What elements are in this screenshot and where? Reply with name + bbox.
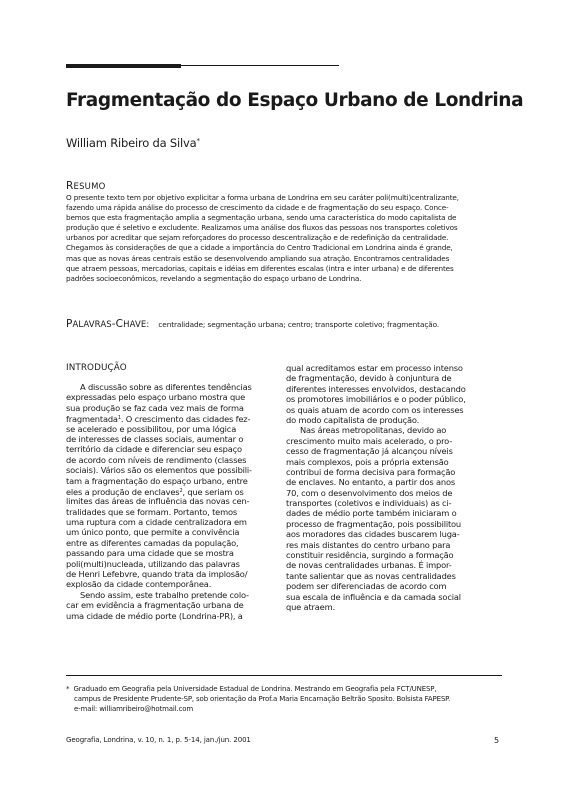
abstract-line: padrões socioeconômicos, revelando a segmentação do espaço urbano de Londrina. [66, 273, 362, 283]
body-line: de Henri Lefebvre, quando trata da implosão/ [66, 569, 248, 580]
body-line: podem ser diferenciadas de acordo com [286, 581, 447, 592]
body-line: fragmentada$^1$. O crescimento das cidades fez- [66, 414, 251, 425]
body-line: Sendo assim, este trabalho pretende colo- [80, 589, 249, 600]
footnote-marker: * [66, 685, 70, 693]
abstract-heading: RESUMO [66, 180, 106, 192]
abstract-line: O presente texto tem por objetivo explicitar a forma urbana de Londrina em seu caráter poli(multi)centralizante, [66, 193, 459, 202]
body-line: cesso de fragmentação já alcançou níveis [286, 446, 453, 457]
body-line: de acordo com níveis de rendimento (classes [66, 454, 247, 465]
header-rule-thick [66, 64, 181, 68]
footnote-line: Graduado em Geografia pela Universidade Estadual de Londrina. Mestrando em Geografia pela FCT/UNESP, [73, 685, 437, 693]
body-line: contribui de forma decisiva para formação [286, 466, 456, 477]
body-line: se acelerado e possibilitou, por uma lógica [66, 423, 237, 434]
body-line: uma ruptura com a cidade centralizadora em [66, 517, 247, 528]
body-line: A discussão sobre as diferentes tendências [80, 382, 252, 392]
body-line: poli(multi)nucleada, utilizando das palavras [66, 558, 240, 569]
body-line: tralidades que se formam. Portanto, temos [66, 506, 238, 517]
body-line: tam a fragmentação do espaço urbano, entre [66, 475, 248, 486]
section-heading: INTRODUÇÃO [66, 363, 127, 373]
page-number: 5 [494, 736, 500, 745]
body-line: diferentes interesses envolvidos, destacando [286, 383, 466, 394]
abstract-line: que atraem pessoas, mercadorias, capitais e idéias em diferentes escalas (intra e inter urbana) e de diferentes [66, 263, 454, 273]
body-line: Nas áreas metropolitanas, devido ao [300, 425, 447, 436]
author-line [66, 136, 200, 150]
body-line: que atraem. [286, 601, 335, 612]
footnote-ref: 2 [179, 487, 183, 494]
body-column-right [286, 363, 498, 612]
body-line: sua produção se faz cada vez mais de forma [66, 402, 244, 413]
body-line: sua escala de influência e da camada social [286, 591, 461, 602]
header-rule-thin [181, 65, 339, 66]
keywords-line [66, 312, 439, 331]
body-column-left [66, 363, 274, 621]
body-line: eles a produção de enclaves$^2$, que seriam os [66, 486, 244, 497]
body-line: qual acreditamos estar em processo intenso [286, 363, 463, 373]
abstract-line: mas que as novas áreas centrais estão se desenvolvendo ampliando sua atração. Encontramos centralidades [66, 253, 450, 263]
body-line: aos moradores das cidades buscarem luga- [286, 529, 460, 540]
author-footnote [66, 684, 506, 714]
keywords-heading: PALAVRAS-CHAVE: [66, 318, 150, 330]
journal-citation: Geografia, Londrina, v. 10, n. 1, p. 5-14, jan./jun. 2001 [66, 736, 251, 744]
footnote-rule [66, 675, 502, 676]
author-name: William Ribeiro da Silva [66, 136, 197, 150]
body-line: mais complexos, pois a própria extensão [286, 456, 449, 467]
body-line: car em evidência a fragmentação urbana de [66, 600, 244, 611]
body-line: os quais atuam de acordo com os interesses [286, 404, 464, 415]
abstract-line: bemos que esta fragmentação amplia a segmentação urbana, sendo uma característica do modo capitalista de [66, 213, 457, 223]
body-line: explosão da cidade contemporânea. [66, 579, 212, 590]
body-line: de enclaves. No entanto, a partir dos anos [286, 477, 455, 488]
keywords-value: centralidade; segmentação urbana; centro; transporte coletivo; fragmentação. [158, 320, 440, 329]
body-line: processo de fragmentação, pois possibilitou [286, 518, 461, 529]
body-line: entre as diferentes camadas da população, [66, 537, 239, 548]
body-line: passando para uma cidade que se mostra [66, 548, 234, 559]
body-line: crescimento muito mais acelerado, o pro- [286, 435, 453, 446]
body-line: tante salientar que as novas centralidades [286, 570, 456, 581]
author-footnote-marker: * [196, 137, 200, 145]
abstract-line: produção que é seletivo e excludente. Realizamos uma análise dos fluxos das pessoas nos transportes coletivos [66, 223, 458, 233]
body-line: de interesses de classes sociais, aumentar o [66, 433, 244, 444]
body-line: de fragmentação, devido à conjuntura de [286, 373, 452, 384]
body-line: limites das áreas de influência das novas cen- [66, 496, 250, 507]
body-line: sociais). Vários são os elementos que possibili- [66, 465, 252, 476]
body-line: expressadas pelo espaço urbano mostra que [66, 392, 246, 403]
body-line: dades de médio porte também iniciaram o [286, 508, 457, 519]
body-line: território da cidade e diferenciar seu espaço [66, 444, 242, 455]
footnote-line: campus de Presidente Prudente-SP, sob orientação da Prof.a Maria Encarnação Beltrão Sposito. Bolsista FAPESP. [74, 695, 451, 703]
footnote-line: e-mail: williamribeiro@hotmail.com [74, 705, 194, 713]
abstract-line: fazendo uma rápida análise do processo de crescimento da cidade e de fragmentação do seu espaço. Conce- [66, 203, 449, 213]
abstract-line: urbanos por acreditar que sejam reforçadores do processo descentralização e de redefinição da centralidade. [66, 233, 449, 243]
body-line: um único ponto, que permite a convivência [66, 527, 240, 538]
body-line: do modo capitalista de produção. [286, 414, 420, 425]
body-line: 70, com o desenvolvimento dos meios de [286, 487, 453, 498]
body-line: transportes (coletivos e individuais) as ci- [286, 498, 452, 509]
abstract-body [66, 193, 503, 284]
body-line: os promotores imobiliários e o poder público, [286, 394, 466, 405]
article-title: Fragmentação do Espaço Urbano de Londrina [66, 90, 524, 111]
body-line: de novas centralidades urbanas. É impor- [286, 560, 452, 571]
body-line: res mais distantes do centro urbano para [286, 539, 451, 550]
body-line: uma cidade de médio porte (Londrina-PR), a [66, 610, 243, 621]
abstract-line: Chegamos às considerações de que a cidade a importância do Centro Tradicional em Londrina ainda é grande, [66, 243, 453, 253]
body-line: constituir residência, surgindo a formação [286, 550, 454, 561]
footnote-ref: 1 [117, 415, 121, 422]
